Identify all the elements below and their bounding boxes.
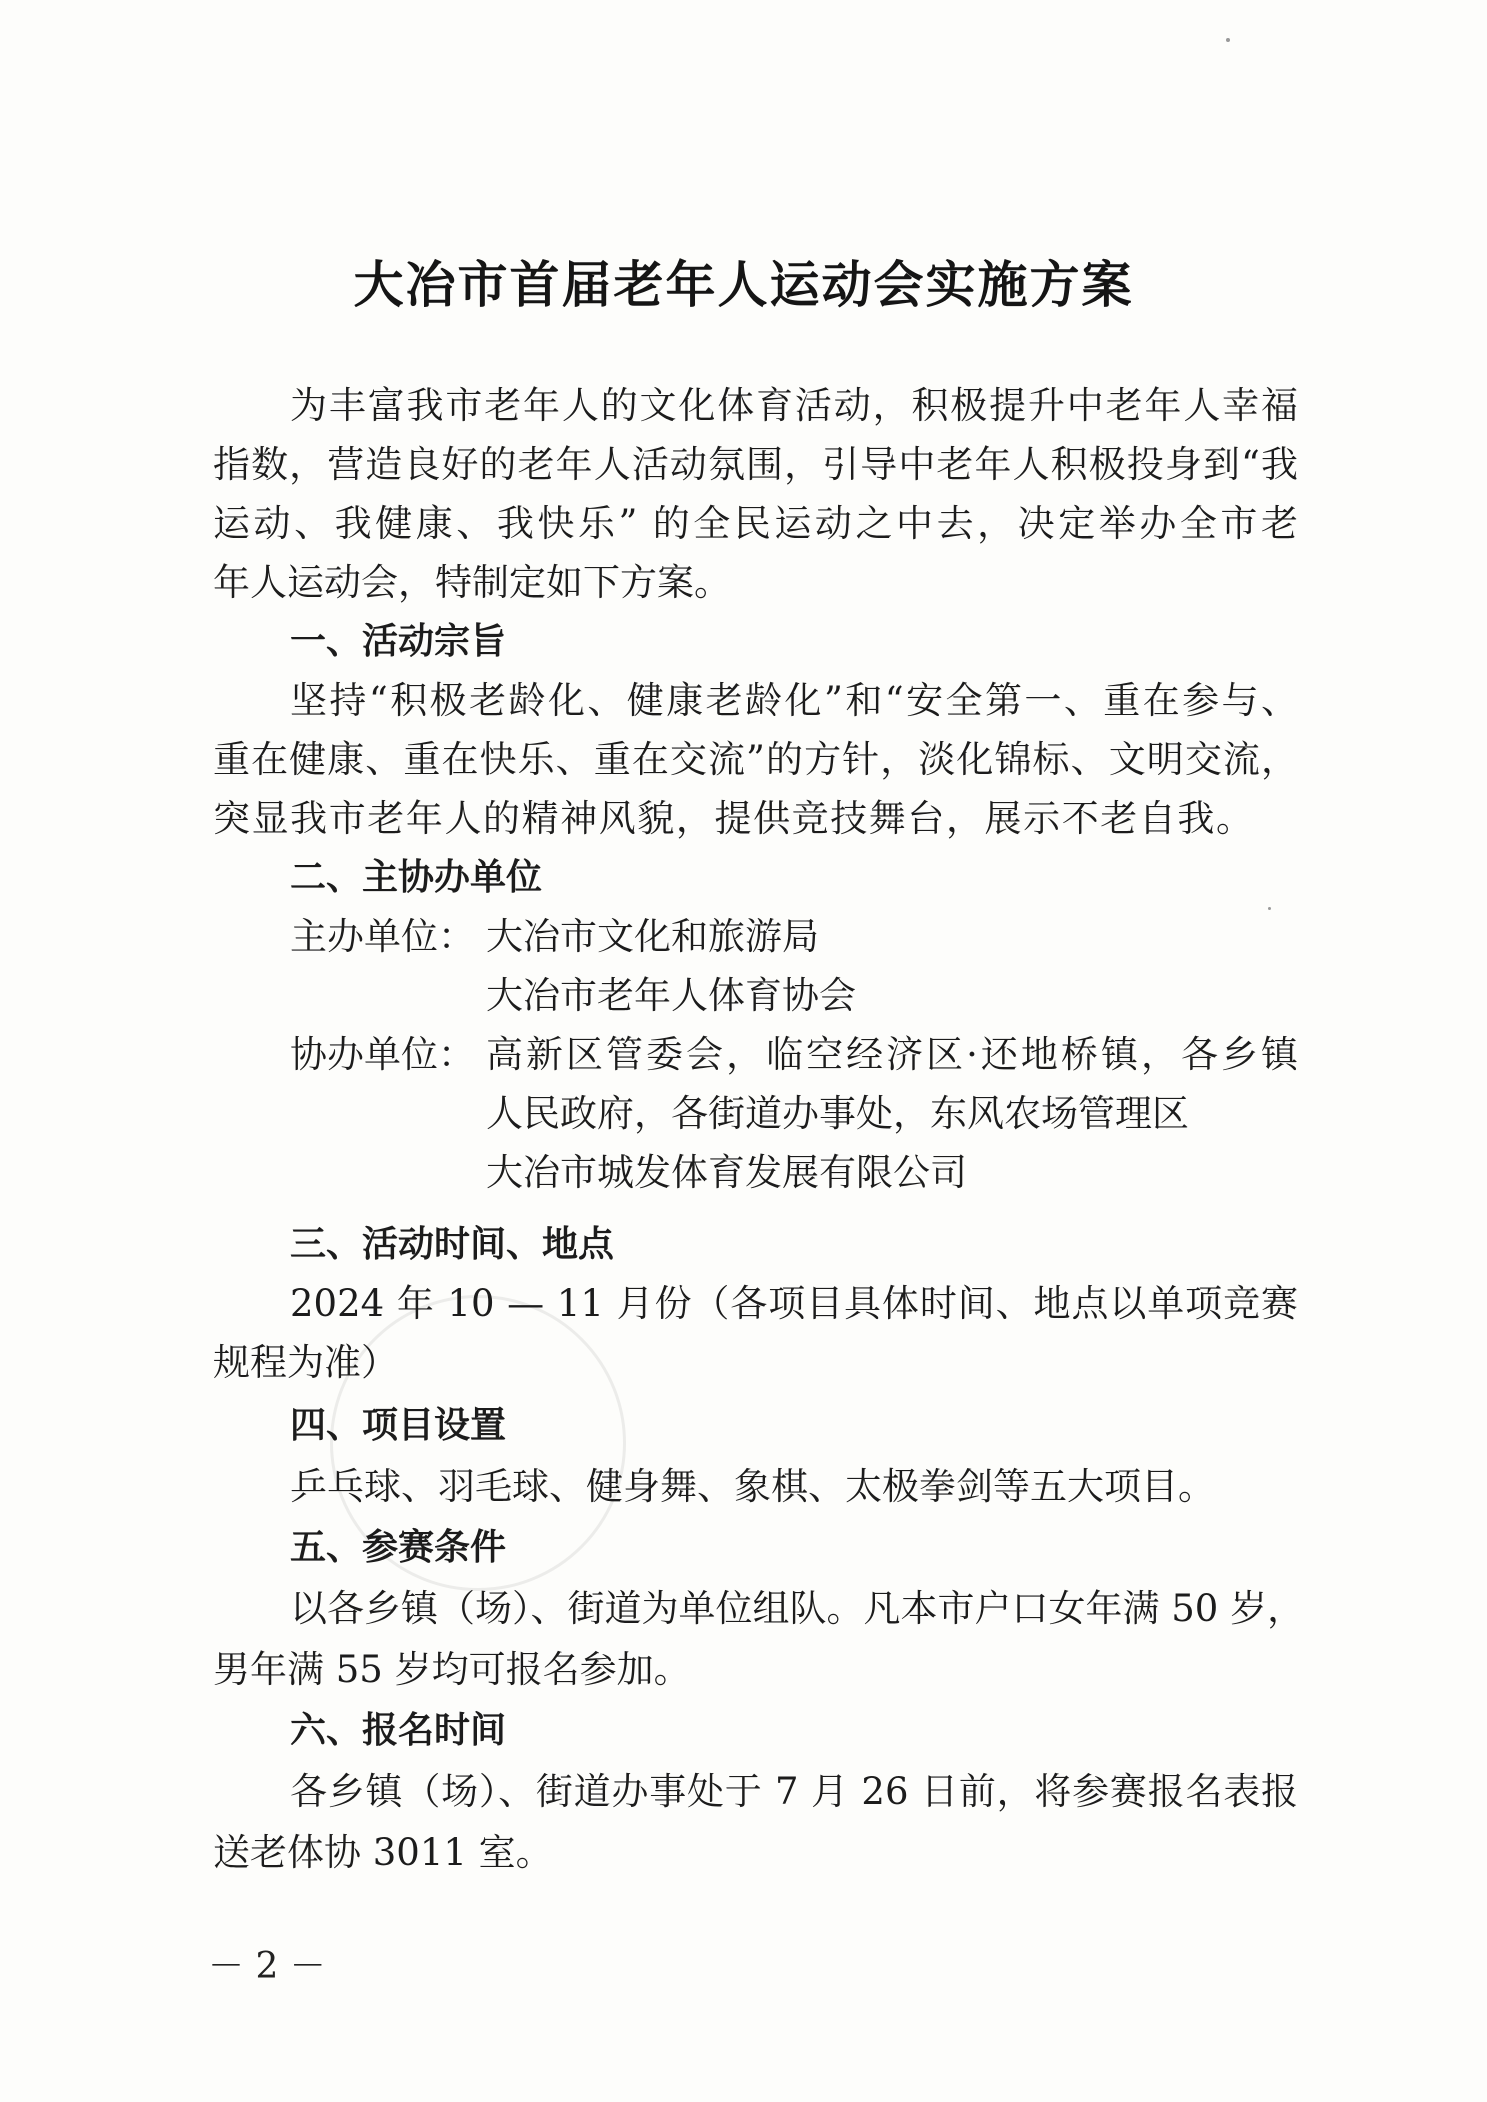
section-3-line-1: 2024 年 10 — 11 月份（各项目具体时间、地点以单项竞赛 (290, 1282, 1298, 1325)
section-1-line-2: 重在健康、重在快乐、重在交流”的方针，淡化锦标、文明交流， (213, 738, 1298, 781)
document-title: 大冶市首届老年人运动会实施方案 (353, 255, 1134, 314)
cohost-line-2: 人民政府，各街道办事处，东风农场管理区 (486, 1092, 1189, 1135)
section-6-line-2: 送老体协 3011 室。 (213, 1831, 553, 1874)
intro-line-4: 年人运动会，特制定如下方案。 (213, 561, 731, 604)
section-6-heading: 六、报名时间 (290, 1710, 507, 1751)
section-5-line-1: 以各乡镇（场）、街道为单位组队。凡本市户口女年满 50 岁， (290, 1587, 1305, 1630)
section-4-heading: 四、项目设置 (290, 1405, 507, 1446)
host-label: 主办单位： (290, 915, 475, 958)
page-number: － 2 － (208, 1946, 326, 1987)
section-1-heading: 一、活动宗旨 (290, 621, 507, 662)
scan-speck (1226, 38, 1230, 42)
section-2-heading: 二、主协办单位 (290, 857, 543, 898)
host-unit-1: 大冶市文化和旅游局 (486, 915, 819, 958)
section-3-line-2: 规程为准） (213, 1341, 398, 1384)
section-4-line-1: 乒乓球、羽毛球、健身舞、象棋、太极拳剑等五大项目。 (290, 1465, 1215, 1508)
intro-line-2: 指数，营造良好的老年人活动氛围，引导中老年人积极投身到“我 (213, 443, 1298, 486)
cohost-line-1: 高新区管委会，临空经济区·还地桥镇，各乡镇 (486, 1033, 1298, 1076)
section-5-line-2: 男年满 55 岁均可报名参加。 (213, 1648, 691, 1691)
section-6-line-1: 各乡镇（场）、街道办事处于 7 月 26 日前，将参赛报名表报 (290, 1770, 1298, 1813)
section-5-heading: 五、参赛条件 (290, 1527, 507, 1568)
host-unit-2: 大冶市老年人体育协会 (486, 974, 856, 1017)
section-3-heading: 三、活动时间、地点 (290, 1224, 615, 1265)
scan-speck (1268, 907, 1271, 910)
cohost-label: 协办单位： (290, 1033, 475, 1076)
section-1-line-3: 突显我市老年人的精神风貌，提供竞技舞台，展示不老自我。 (213, 797, 1253, 840)
section-1-line-1: 坚持“积极老龄化、健康老龄化”和“安全第一、重在参与、 (290, 679, 1298, 722)
intro-line-1: 为丰富我市老年人的文化体育活动，积极提升中老年人幸福 (290, 384, 1298, 427)
cohost-line-3: 大冶市城发体育发展有限公司 (486, 1151, 967, 1194)
intro-line-3: 运动、我健康、我快乐” 的全民运动之中去，决定举办全市老 (213, 502, 1298, 545)
